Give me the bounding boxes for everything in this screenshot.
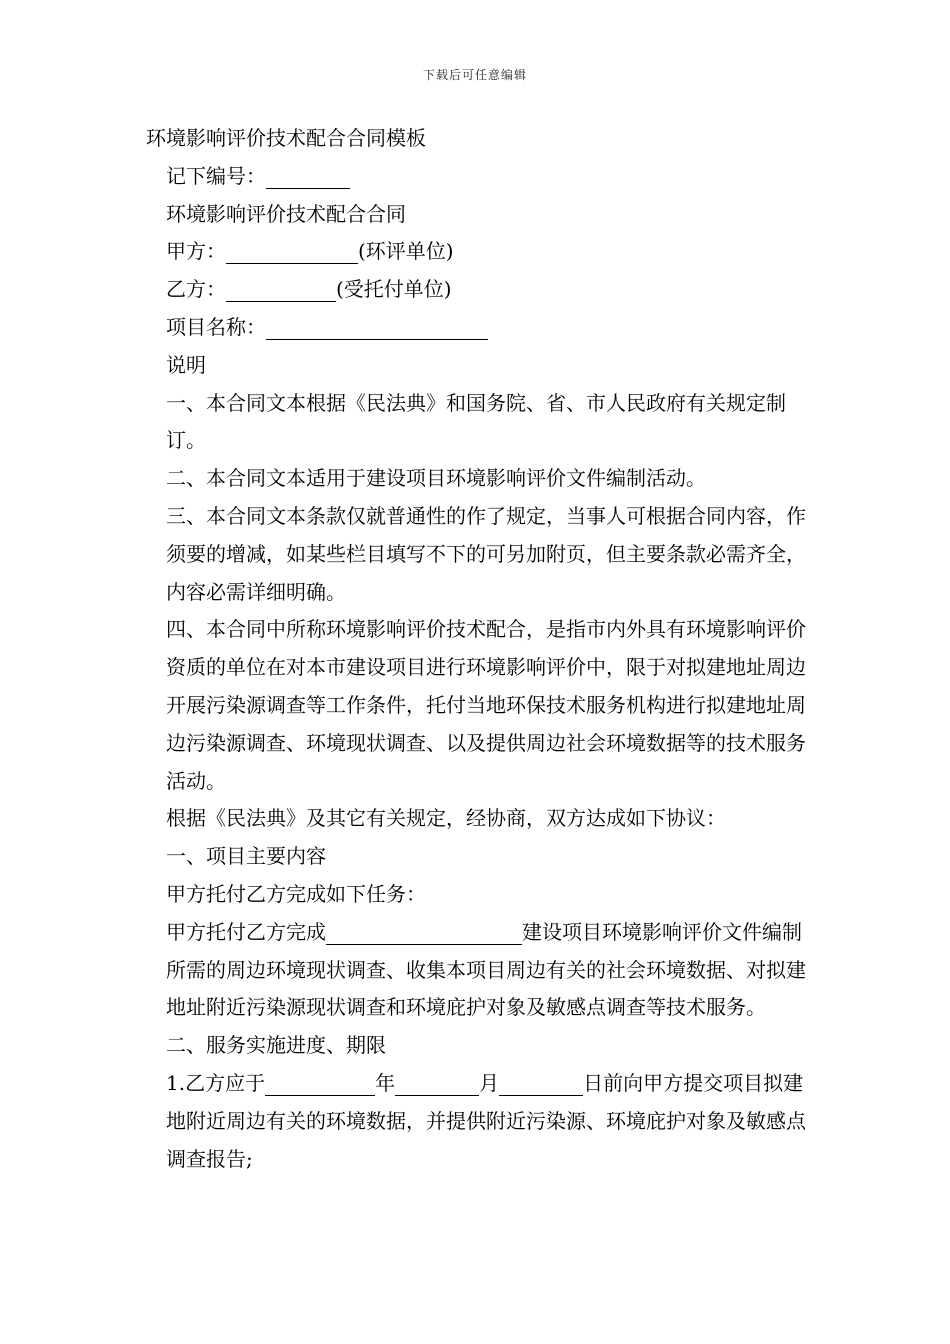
- page-header: 下载后可任意编辑: [422, 68, 527, 82]
- party-b-label: 乙方：: [166, 277, 226, 302]
- month-blank: [395, 1071, 479, 1096]
- task-prefix: 甲方托付乙方完成: [166, 919, 326, 944]
- party-b-line: [146, 271, 808, 309]
- party-a-label: 甲方：: [166, 239, 226, 264]
- notes-heading: 说明: [166, 352, 206, 377]
- party-b-note: (受托付单位): [336, 277, 452, 302]
- year-blank: [265, 1071, 375, 1096]
- record-number-line: [146, 158, 808, 196]
- task-intro: 甲方托付乙方完成如下任务：: [166, 881, 426, 906]
- contract-subtitle: 环境影响评价技术配合合同: [166, 201, 406, 226]
- document-body: [146, 120, 808, 1178]
- item-1-prefix: 1.乙方应于: [166, 1070, 266, 1095]
- project-name-label: 项目名称：: [166, 314, 266, 339]
- agreement-paragraph: 根据《民法典》及其它有关规定，经协商，双方达成如下协议：: [166, 806, 726, 831]
- task-rest: 建设项目环境影响评价文件编制所需的周边环境现状调查、收集本项目周边有关的社会环境数据、对拟建地址附近污染源现状调查和环境庇护对象及敏感点调查等技术服务。: [166, 919, 806, 1020]
- party-a-note: (环评单位): [358, 239, 454, 264]
- day-blank: [499, 1071, 583, 1096]
- note-4: 四、本合同中所称环境影响评价技术配合，是指市内外具有环境影响评价资质的单位在对本市建设项目进行环境影响评价中，限于对拟建地址周边开展污染源调查等工作条件，托付当地环保技术服务机构进行拟建地址周边污染源调查、环境现状调查、以及提供周边社会环境数据等的技术服务活动。: [166, 617, 806, 793]
- year-label: 年: [375, 1070, 396, 1095]
- section-1-heading: 一、项目主要内容: [166, 844, 326, 869]
- note-1: 一、本合同文本根据《民法典》和国务院、省、市人民政府有关规定制订。: [166, 390, 786, 453]
- project-name-blank: [266, 315, 488, 340]
- task-paragraph: [146, 914, 808, 1027]
- note-2: 二、本合同文本适用于建设项目环境影响评价文件编制活动。: [166, 466, 706, 491]
- month-label: 月: [479, 1070, 500, 1095]
- item-1-rest: 日前向甲方提交项目拟建地附近周边有关的环境数据，并提供附近污染源、环境庇护对象及敏感点调查报告;: [166, 1070, 806, 1171]
- party-a-line: [146, 233, 808, 271]
- party-b-blank: [226, 277, 336, 302]
- record-number-blank: [266, 164, 350, 189]
- item-1-paragraph: [146, 1065, 808, 1178]
- task-project-blank: [326, 920, 522, 945]
- note-3: 三、本合同文本条款仅就普通性的作了规定，当事人可根据合同内容，作须要的增减，如某些栏目填写不下的可另加附页，但主要条款必需齐全，内容必需详细明确。: [166, 503, 806, 604]
- record-number-label: 记下编号：: [166, 163, 266, 188]
- party-a-blank: [226, 239, 358, 264]
- project-name-line: [146, 309, 808, 347]
- section-2-heading: 二、服务实施进度、期限: [166, 1033, 386, 1058]
- document-title: 环境影响评价技术配合合同模板: [146, 126, 426, 150]
